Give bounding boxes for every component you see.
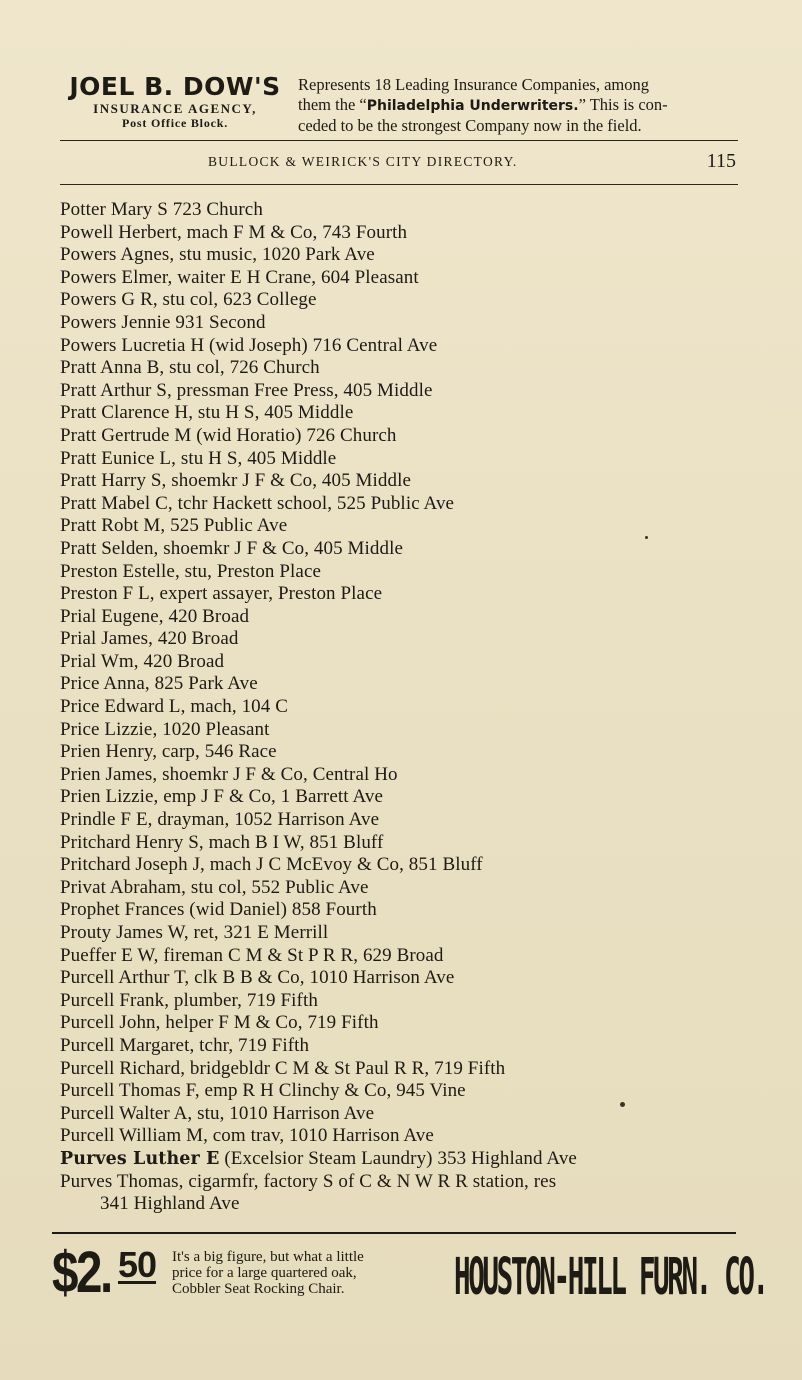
list-item: Purcell Margaret, tchr, 719 Fifth — [60, 1034, 310, 1056]
tagline-line-2-start: them the “ — [298, 95, 367, 114]
list-item: Pratt Mabel C, tchr Hackett school, 525 Public Ave — [60, 492, 455, 514]
list-item: Pratt Selden, shoemkr J F & Co, 405 Middle — [60, 537, 404, 559]
tagline-quoted-company: Philadelphia Underwriters. — [366, 98, 579, 114]
print-speck — [620, 1102, 625, 1107]
list-item: Privat Abraham, stu col, 552 Public Ave — [60, 876, 369, 898]
list-item: Pratt Anna B, stu col, 726 Church — [60, 357, 320, 379]
list-item: Purcell Walter A, stu, 1010 Harrison Ave — [60, 1102, 375, 1124]
directory-title: BULLOCK & WEIRICK'S CITY DIRECTORY. — [208, 154, 518, 169]
list-item: Prial Wm, 420 Broad — [60, 650, 225, 672]
list-item: Powell Herbert, mach F M & Co, 743 Fourth — [60, 221, 408, 243]
list-item: Prien Lizzie, emp J F & Co, 1 Barrett Ave — [60, 786, 383, 808]
print-speck — [645, 536, 648, 539]
tagline-line-3: ceded to be the strongest Company now in the field. — [298, 116, 642, 135]
list-item: Potter Mary S 723 Church — [60, 199, 263, 220]
running-header — [60, 152, 738, 176]
furniture-company-name: HOUSTON-HILL FURN. CO. — [454, 1246, 767, 1307]
insurance-advertisement — [60, 74, 740, 136]
page-number: 115 — [706, 150, 736, 172]
list-item: Powers Elmer, waiter E H Crane, 604 Pleasant — [60, 266, 419, 288]
furniture-advertisement — [52, 1240, 767, 1310]
list-item: Purcell Richard, bridgebldr C M & St Paul R R, 719 Fifth — [60, 1057, 506, 1079]
list-item: Powers Jennie 931 Second — [60, 311, 266, 333]
list-item: Prien Henry, carp, 546 Race — [60, 741, 277, 763]
bold-list-item — [60, 1148, 740, 1171]
bold-entry-name: Purves Luther E — [60, 1148, 220, 1169]
agency-type: INSURANCE AGENCY, — [93, 101, 257, 116]
ad-copy-line: Cobbler Seat Rocking Chair. — [172, 1281, 345, 1297]
agency-tagline — [298, 75, 738, 136]
list-item: Prien James, shoemkr J F & Co, Central Ho — [60, 763, 398, 785]
tagline-line-2 — [298, 95, 738, 116]
list-item: Powers Lucretia H (wid Joseph) 716 Central Ave — [60, 334, 438, 356]
price-cents: 50 — [118, 1244, 157, 1285]
list-item: Prophet Frances (wid Daniel) 858 Fourth — [60, 899, 377, 921]
list-item: Pritchard Henry S, mach B I W, 851 Bluff — [60, 831, 384, 853]
list-item: Prial James, 420 Broad — [60, 628, 239, 650]
list-item: Prindle F E, drayman, 1052 Harrison Ave — [60, 809, 380, 831]
list-item: Price Anna, 825 Park Ave — [60, 673, 258, 695]
list-item: Purves Thomas, cigarmfr, factory S of C & N W R R station, res — [60, 1170, 557, 1192]
ad-copy-line: price for a large quartered oak, — [172, 1265, 357, 1281]
agency-address: Post Office Block. — [121, 116, 229, 130]
list-item: Purcell Frank, plumber, 719 Fifth — [60, 989, 318, 1011]
list-item: Pratt Clarence H, stu H S, 405 Middle — [60, 402, 354, 424]
list-item: Prouty James W, ret, 321 E Merrill — [60, 922, 329, 943]
list-item: Price Edward L, mach, 104 C — [60, 696, 289, 718]
list-item: Pratt Eunice L, stu H S, 405 Middle — [60, 447, 337, 469]
list-item: Price Lizzie, 1020 Pleasant — [60, 718, 270, 740]
list-item: Preston Estelle, stu, Preston Place — [60, 560, 322, 582]
list-item: Prial Eugene, 420 Broad — [60, 605, 250, 627]
agency-brand-block — [60, 74, 290, 130]
list-item: Pratt Robt M, 525 Public Ave — [60, 515, 288, 537]
list-item: Purcell William M, com trav, 1010 Harrison Ave — [60, 1125, 434, 1147]
tagline-line-2-end: ” This is con- — [578, 95, 668, 114]
list-item: Pratt Gertrude M (wid Horatio) 726 Church — [60, 424, 397, 446]
list-item: Powers G R, stu col, 623 College — [60, 289, 317, 311]
list-item: Purcell Thomas F, emp R H Clinchy & Co, 945 Vine — [60, 1080, 466, 1102]
list-item: Purcell John, helper F M & Co, 719 Fifth — [60, 1012, 379, 1034]
price-dollars: $2. — [52, 1240, 111, 1305]
ad-price — [52, 1240, 157, 1308]
list-item: Purcell Arthur T, clk B B & Co, 1010 Harrison Ave — [60, 967, 455, 989]
list-item: Pratt Arthur S, pressman Free Press, 405 Middle — [60, 379, 433, 401]
tagline-line-1: Represents 18 Leading Insurance Companies, among — [298, 75, 649, 94]
agency-name: JOEL B. DOW'S — [69, 72, 281, 101]
bottom-divider — [52, 1232, 736, 1234]
list-item: Pratt Harry S, shoemkr J F & Co, 405 Middle — [60, 470, 412, 492]
bold-entry-details: (Excelsior Steam Laundry) 353 Highland Ave — [219, 1147, 577, 1169]
ad-copy — [172, 1249, 462, 1297]
list-item: Powers Agnes, stu music, 1020 Park Ave — [60, 244, 375, 266]
top-divider — [60, 140, 738, 141]
list-item: Pueffer E W, fireman C M & St P R R, 629 Broad — [60, 944, 444, 966]
directory-listing — [60, 199, 740, 1216]
header-divider — [60, 184, 738, 185]
ad-copy-line: It's a big figure, but what a little — [172, 1249, 364, 1265]
list-item-continuation: 341 Highland Ave — [100, 1193, 240, 1215]
list-item: Preston F L, expert assayer, Preston Place — [60, 583, 383, 605]
list-item: Pritchard Joseph J, mach J C McEvoy & Co, 851 Bluff — [60, 854, 483, 876]
